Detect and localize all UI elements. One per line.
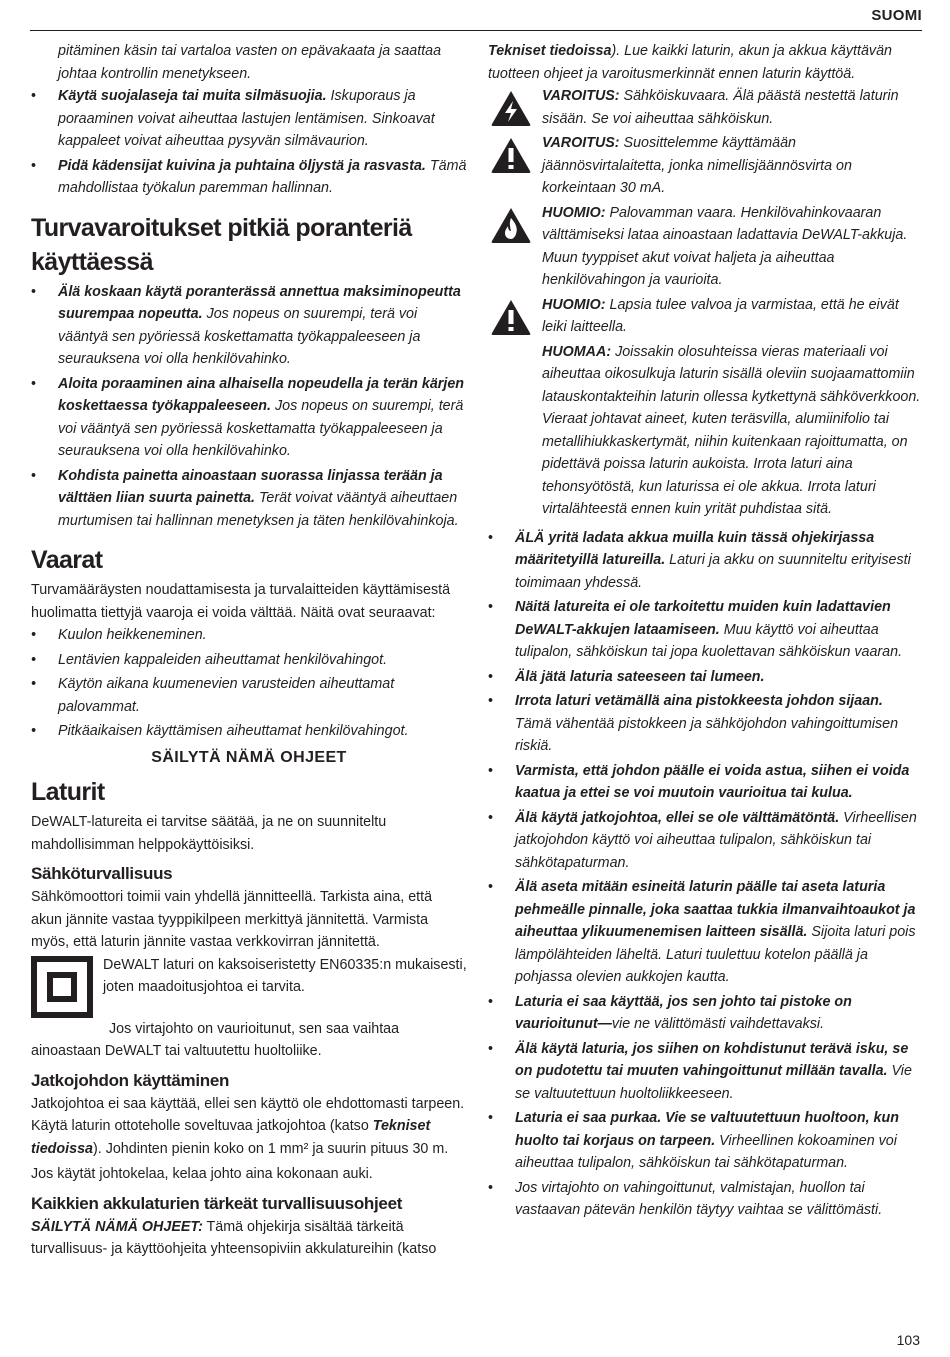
- left-column: [31, 40, 467, 1261]
- list-item: • Älä käytä jatkojohtoa, ellei se ole välttämätöntä. Virheellisen jatkojohdon käyttö voi aiheuttaa tulipalon, sähköiskun tai sähkötapaturman.: [488, 807, 922, 875]
- warning-electric-shock: VAROITUS: Sähköiskuvaara. Älä päästä nestettä laturin sisään. Se voi aiheuttaa sähköiskun.: [488, 85, 922, 130]
- list-item: • Älä koskaan käytä poranterässä annettua maksiminopeutta suurempaa nopeutta. Jos nopeus on suurempi, terä voi vääntyä sen pyöriessä koskettamatta työkappaleeseen ja seurauksena voi olla henkilövahinko.: [31, 281, 467, 371]
- intro-continuation: pitäminen käsin tai vartaloa vasten on epävakaata ja saattaa johtaa kontrollin menetykseen.: [58, 43, 442, 82]
- list-item: • Lentävien kappaleiden aiheuttamat henkilövahingot.: [31, 649, 467, 672]
- section-heading-hazards: Vaarat: [31, 546, 103, 574]
- list-item: • Pitkäaikaisen käyttämisen aiheuttamat henkilövahingot.: [31, 720, 467, 743]
- language-label: SUOMI: [871, 7, 922, 24]
- list-item: • Aloita poraaminen aina alhaisella nopeudella ja terän kärjen koskettaessa työkappaleeseen. Jos nopeus on suurempi, terä voi vääntyä sen pyöriessä koskettamatta työkappaleeseen ja seurauksena voi olla henkilövahinko.: [31, 373, 467, 463]
- list-item: • Kuulon heikkeneminen.: [31, 624, 467, 647]
- list-item: • Älä käytä laturia, jos siihen on kohdistunut terävä isku, se on pudotettu tai muuten vahingoittunut millään tavalla. Vie se valtuutettuun huoltoliikkeeseen.: [488, 1038, 922, 1106]
- list-item: • Älä aseta mitään esineitä laturin päälle tai aseta laturia pehmeälle pinnalle, joka saattaa tukkia ilmanvaihtoaukot ja aiheuttaa ylikuumenemisen laitteen sisällä. Sijoita laturi pois lämpölähteiden läheltä. Laturi tuulettuu kotelon päällä ja pohjassa olevien aukkojen kautta.: [488, 876, 922, 989]
- list-item: • Näitä latureita ei ole tarkoitettu muiden kuin ladattavien DeWALT-akkujen lataamiseen. Muu käyttö voi aiheuttaa tulipalon, sähköiskun tai jopa kuolettavan sähköiskun vaaran.: [488, 596, 922, 664]
- double-insulation-icon: [31, 956, 93, 1018]
- caution-burn-hazard: HUOMIO: Palovamman vaara. Henkilövahinkovaaran välttämiseksi lataa ainoastaan ladattavia DeWALT-akkuja. Muun tyyppiset akut voivat haljeta ja aiheuttaa henkilövahingon ja vaurioita.: [488, 202, 922, 292]
- right-column: [488, 40, 922, 1224]
- section-heading-long-bits: Turvavaroitukset pitkiä poranteriä käyttäessä: [31, 213, 412, 276]
- exclamation-warning-icon: [490, 298, 532, 336]
- fire-warning-icon: [490, 206, 532, 244]
- extension-cord-text-2: Jos käytät johtokelaa, kelaa johto aina kokonaan auki.: [31, 1166, 373, 1182]
- section-heading-chargers: Laturit: [31, 778, 105, 806]
- chargers-text: DeWALT-latureita ei tarvitse säätää, ja ne on suunniteltu mahdollisimman helppokäyttöisiksi.: [31, 814, 387, 853]
- charger-safety-list: [488, 527, 922, 1222]
- all-chargers-text: SÄILYTÄ NÄMÄ OHJEET: Tämä ohjekirja sisältää tärkeitä turvallisuus- ja käyttöohjeita yhteensopiviin akkulatureihin (katso: [31, 1218, 437, 1257]
- list-item: • Varmista, että johdon päälle ei voida astua, siihen ei voida kaatua ja ettei se voi muutoin vaurioitua tai kulua.: [488, 760, 922, 805]
- list-item: • Jos virtajohto on vahingoittunut, valmistajan, huollon tai vastaavan pätevän henkilön täytyy vaihtaa se välittömästi.: [488, 1177, 922, 1222]
- exclamation-warning-icon: [490, 136, 532, 174]
- double-insulation-block: [31, 954, 467, 1018]
- warning-rcd: VAROITUS: Suosittelemme käyttämään jäännösvirtalaitetta, jonka nimellisjäännösvirta on korkeintaan 30 mA.: [488, 132, 922, 200]
- save-instructions-heading: SÄILYTÄ NÄMÄ OHJEET: [151, 748, 347, 766]
- notice-foreign-material: HUOMAA: Joissakin olosuhteissa vieras materiaali voi aiheuttaa oikosulkuja laturin sisällä oleviin suojaamattomiin latauskontakteihin laturin ollessa kytkettynä sähköverkkoon. Vieraat johtavat aineet, kuten teräsvilla, alumiinifolio tai metallihiukkaskertymät, niihin kuitenkaan rajoittumatta, on pidettävä poissa laturin aukoista. Irrota laturi aina tehonsyötöstä, kun laturissa ei ole akkua. Irrota laturi virtalähteestä ennen kuin yrität puhdistaa sitä.: [542, 343, 921, 517]
- list-item: • Pidä kädensijat kuivina ja puhtaina öljystä ja rasvasta. Tämä mahdollistaa työkalun paremman hallinnan.: [31, 155, 467, 200]
- list-item: • Älä jätä laturia sateeseen tai lumeen.: [488, 666, 922, 689]
- caution-children: HUOMIO: Lapsia tulee valvoa ja varmistaa, että he eivät leiki laitteella.: [488, 294, 922, 339]
- page-number: 103: [896, 1332, 920, 1348]
- list-item: • Laturia ei saa purkaa. Vie se valtuutettuun huoltoon, kun huolto tai korjaus on tarpeen. Virheellinen kokoaminen voi aiheuttaa tulipalon, sähköiskun tai sähkötapaturman.: [488, 1107, 922, 1175]
- list-item: • Kohdista painetta ainoastaan suorassa linjassa terään ja välttäen liian suurta painetta. Terät voivat vääntyä aiheuttaen murtumisen tai hallinnan menetyksen ja täten henkilövahinkoja.: [31, 465, 467, 533]
- double-insulation-text: DeWALT laturi on kaksoiseristetty EN60335:n mukaisesti, joten maadoitusjohtoa ei tarvita.: [103, 956, 467, 995]
- hazards-list: [31, 624, 467, 743]
- subheading-extension-cord: Jatkojohdon käyttäminen: [31, 1070, 230, 1090]
- header-rule: [30, 30, 922, 31]
- electrical-safety-text: Sähkömoottori toimii vain yhdellä jännitteellä. Tarkista aina, että akun jännite vastaa tyyppikilpeen merkittyä jännitettä. Varmista myös, että laturin jännite vastaa verkkovirran jännitettä.: [31, 889, 433, 950]
- drill-list: [31, 281, 467, 533]
- subheading-all-chargers: Kaikkien akkulaturien tärkeät turvallisuusohjeet: [31, 1193, 403, 1213]
- cord-replacement-text: Jos virtajohto on vaurioitunut, sen saa vaihtaa ainoastaan DeWALT tai valtuutettu huoltoliike.: [31, 1020, 400, 1059]
- list-item: • Käytön aikana kuumenevien varusteiden aiheuttamat palovammat.: [31, 673, 467, 718]
- extension-cord-text: Jatkojohtoa ei saa käyttää, ellei sen käyttö ole ehdottomasti tarpeen. Käytä laturin ottoteholle soveltuvaa jatkojohtoa (katso Tekniset tiedoissa). Johdinten pienin koko on 1 mm² ja suurin pituus 30 m.: [31, 1095, 465, 1157]
- hazards-intro: Turvamääräysten noudattamisesta ja turvalaitteiden käyttämisestä huolimatta tiettyjä vaaroja ei voida välttää. Näitä ovat seuraavat:: [31, 582, 451, 621]
- list-item: • Laturia ei saa käyttää, jos sen johto tai pistoke on vaurioitunut—vie ne välittömästi vaihdettavaksi.: [488, 991, 922, 1036]
- electric-shock-warning-icon: [490, 89, 532, 127]
- subheading-electrical-safety: Sähköturvallisuus: [31, 864, 173, 883]
- list-item: • Käytä suojalaseja tai muita silmäsuojia. Iskuporaus ja poraaminen voivat aiheuttaa lastujen lentämisen. Sinkoavat kappaleet voivat aiheuttaa pysyvän silmävaurion.: [31, 85, 467, 153]
- list-item: • ÄLÄ yritä ladata akkua muilla kuin tässä ohjekirjassa määritetyillä latureilla. Laturi ja akku on suunniteltu erityisesti toimimaan yhdessä.: [488, 527, 922, 595]
- intro-list: [31, 85, 467, 200]
- list-item: • Irrota laturi vetämällä aina pistokkeesta johdon sijaan. Tämä vähentää pistokkeen ja sähköjohdon vahingoittumisen riskiä.: [488, 690, 922, 758]
- right-intro: Tekniset tiedoissa). Lue kaikki laturin, akun ja akkua käyttävän tuotteen ohjeet ja varoitusmerkinnät ennen laturin käyttöä.: [488, 43, 892, 82]
